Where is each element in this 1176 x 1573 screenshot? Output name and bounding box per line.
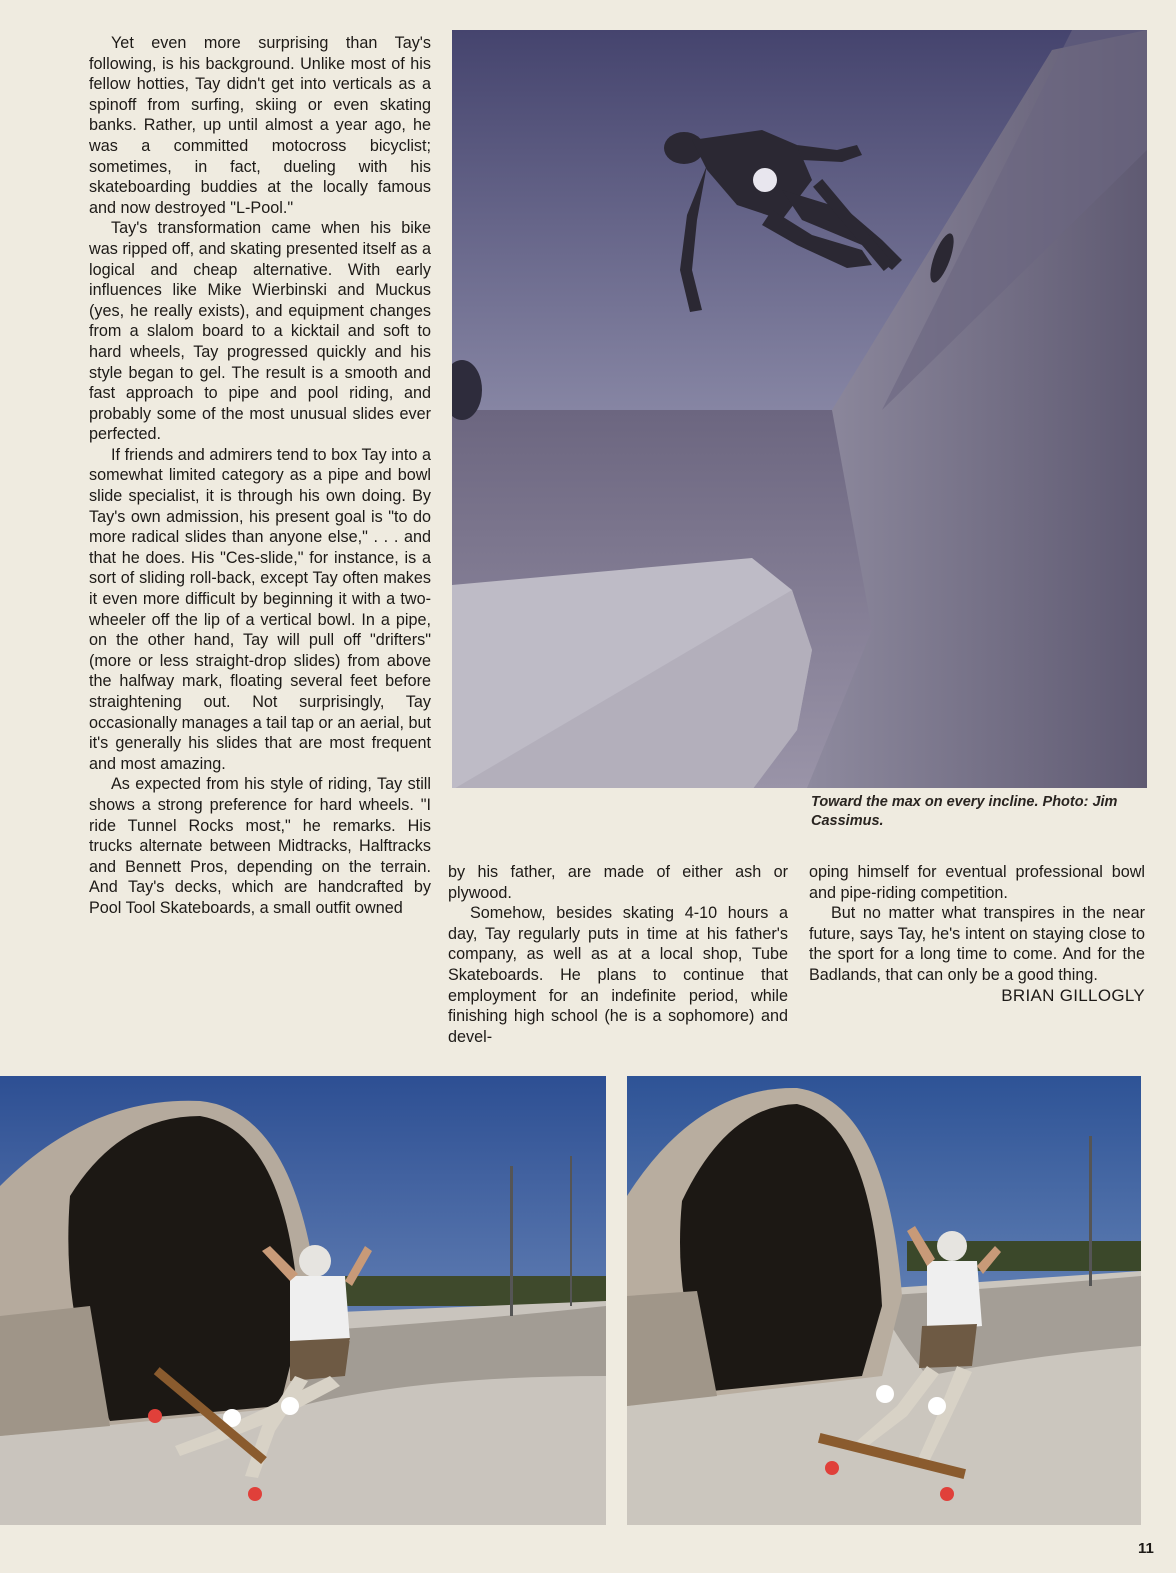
paragraph: Yet even more surprising than Tay's following, is his background. Unlike most of his fellow hotties, Tay didn't get into verticals as a spinoff from surfing, skiing or even skating banks. Rather, up until almost a year ago, he was a committed motocross bicyclist; sometimes, in fact, dueling with his skateboarding buddies at the locally famous and now destroyed "L-Pool.": [89, 34, 431, 217]
article-column-1: [89, 33, 431, 919]
paragraph: by his father, are made of either ash or plywood.: [448, 863, 788, 902]
photo-vertical-wall-image: [452, 30, 1147, 788]
paragraph: oping himself for eventual professional bowl and pipe-riding competition.: [809, 863, 1145, 902]
article-column-3: [809, 862, 1145, 1006]
photo-pipe-slide-1: [0, 1076, 606, 1525]
paragraph: Tay's transformation came when his bike was ripped off, and skating presented itself as a logical and cheap alternative. With early influences like Mike Wierbinski and Muckus (yes, he really exists), and equipment changes from a slalom board to a kicktail and soft to hard wheels, Tay progressed quickly and his style began to gel. The result is a smooth and fast approach to pipe and pool riding, and probably some of the most unusual slides ever perfected.: [89, 219, 431, 444]
paragraph: If friends and admirers tend to box Tay into a somewhat limited category as a pipe and bowl slide specialist, it is through his own doing. By Tay's own admission, his present goal is "to do more radical slides than anyone else," . . . and that he does. His "Ces-slide," for instance, is a sort of sliding roll-back, except Tay often makes it even more difficult by beginning it with a two-wheeler off the lip of a vertical bowl. In a pipe, on the other hand, Tay will pull off "drifters" (more or less straight-drop slides) from above the halfway mark, floating several feet before straightening out. Not surprisingly, Tay occasionally manages a tail tap or an aerial, but it's generally his slides that are most frequent and most amazing.: [89, 445, 431, 773]
photo-pipe-slide-2-image: [627, 1076, 1141, 1525]
photo-vertical-wall: [452, 30, 1147, 788]
photo-caption: Toward the max on every incline. Photo: Jim Cassimus.: [811, 794, 1118, 829]
paragraph: As expected from his style of riding, Tay still shows a strong preference for hard wheels. "I ride Tunnel Rocks most," he remarks. His trucks alternate between Midtracks, Halftracks and Bennett Pros, depending on the terrain. And Tay's decks, which are handcrafted by Pool Tool Skateboards, a small outfit owned: [89, 775, 431, 917]
page-number: 11: [1138, 1540, 1154, 1557]
photo-pipe-slide-2: [627, 1076, 1141, 1525]
paragraph: Somehow, besides skating 4-10 hours a day, Tay regularly puts in time at his father's company, as well as at a local shop, Tube Skateboards. He plans to continue that employment for an indefinite period, while finishing high school (he is a sophomore) and devel-: [448, 904, 788, 1046]
photo-pipe-slide-1-image: [0, 1076, 606, 1525]
paragraph: But no matter what transpires in the near future, says Tay, he's intent on staying close to the sport for a long time to come. And for the Badlands, that can only be a good thing.: [809, 904, 1145, 984]
byline: BRIAN GILLOGLY: [1001, 985, 1145, 1005]
article-column-2: [448, 862, 788, 1047]
